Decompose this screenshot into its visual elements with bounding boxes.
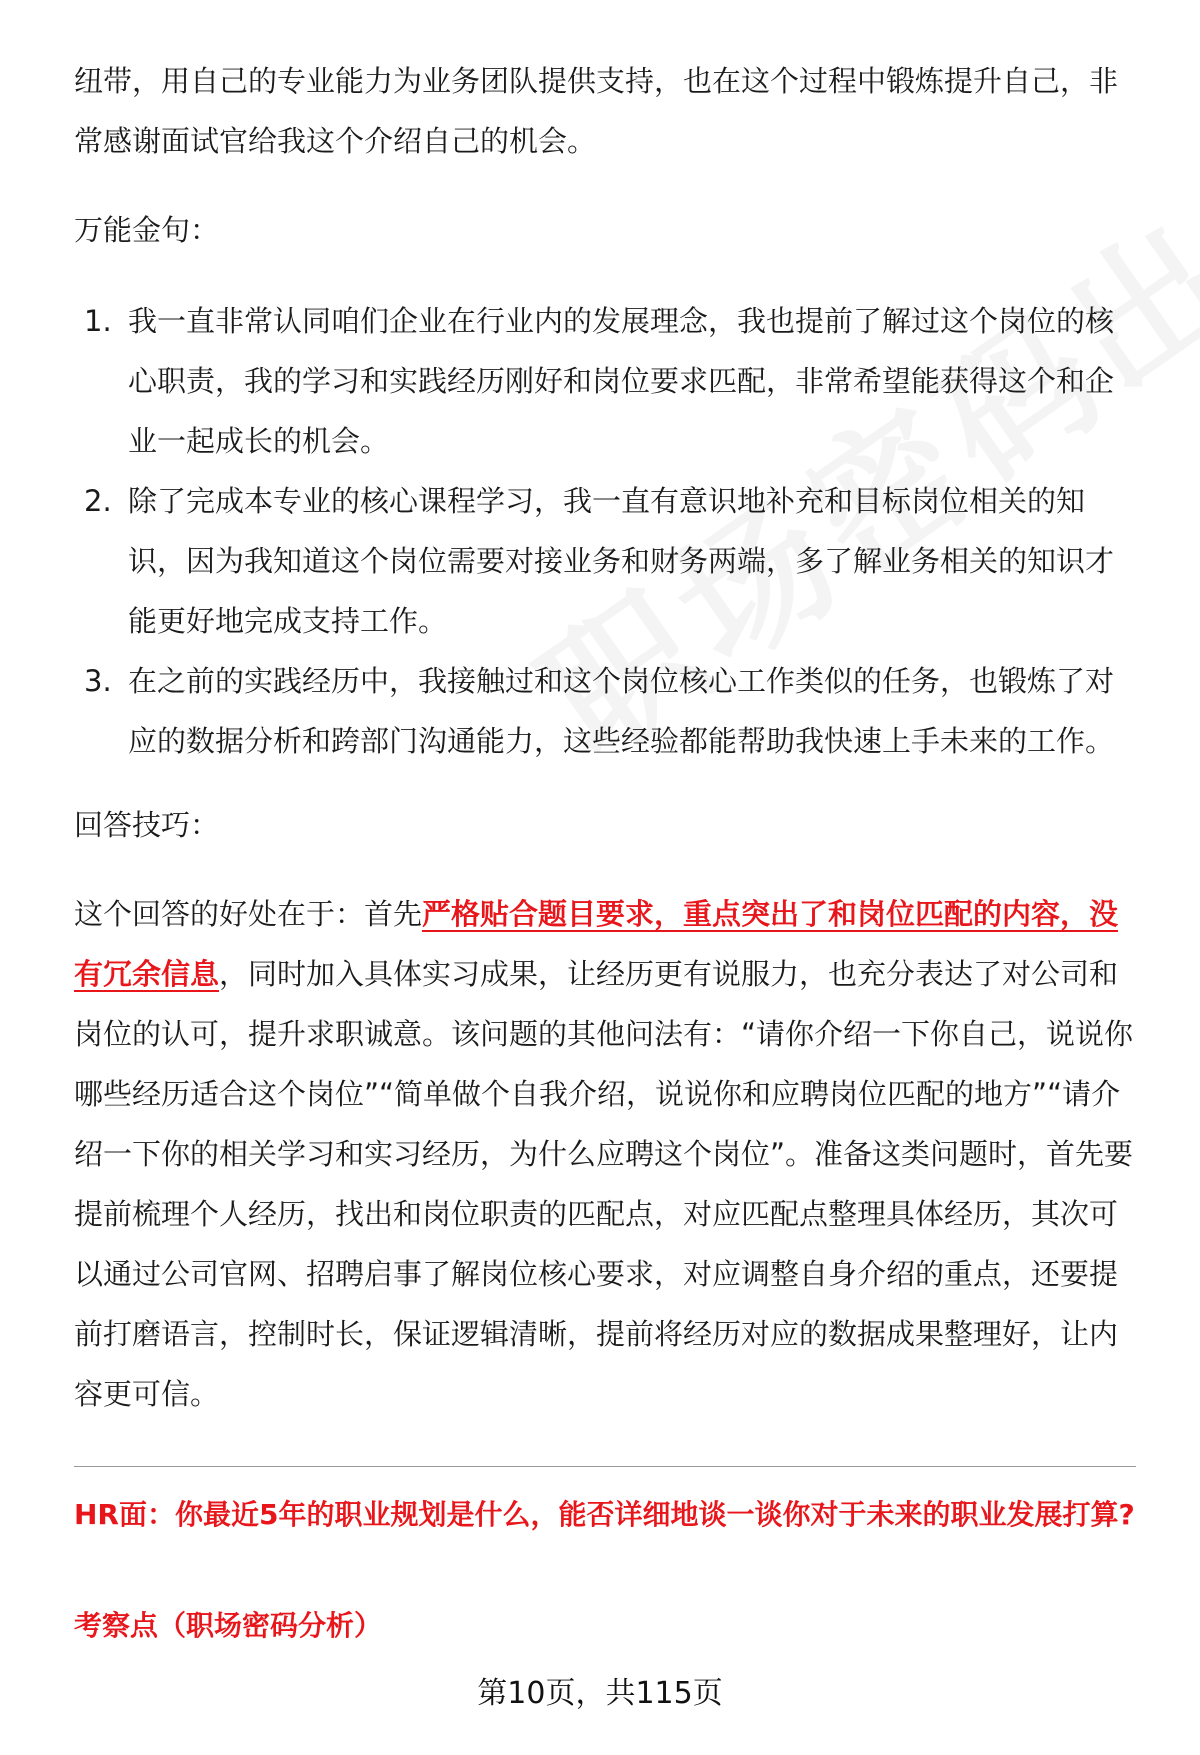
list-item: [74, 471, 1134, 651]
golden-sentences-list: [74, 291, 1134, 771]
document-page: [74, 0, 1136, 1755]
hr-question-heading: HR面：你最近5年的职业规划是什么，能否详细地谈一谈你对于未来的职业发展打算?: [74, 1498, 1135, 1531]
section-divider: [74, 1466, 1136, 1467]
answer-highlight: 严格贴合题目要求，重点突出了和岗位匹配的内容，没有冗余信息: [74, 897, 1119, 991]
section-title: 考察点（职场密码分析）: [74, 1609, 383, 1642]
page-number-footer: 第10页，共115页: [477, 1676, 723, 1711]
list-item: [74, 291, 1134, 471]
answer-prefix: 这个回答的好处在于：首先: [74, 897, 423, 931]
answer-suffix: ，同时加入具体实习成果，让经历更有说服力，也充分表达了对公司和岗位的认可，提升求职诚意。该问题的其他问法有：“请你介绍一下你自己，说说你哪些经历适合这个岗位”“简单做个自我介绍，说说你和应聘岗位匹配的地方”“请介绍一下你的相关学习和实习经历，为什么应聘这个岗位”。准备这类问题时，首先要提前梳理个人经历，找出和岗位职责的匹配点，对应匹配点整理具体经历，其次可以通过公司官网、招聘启事了解岗位核心要求，对应调整自身介绍的重点，还要提前打磨语言，控制时长，保证逻辑清晰，提前将经历对应的数据成果整理好，让内容更可信。: [74, 957, 1134, 1411]
list-item-number: 2.: [84, 484, 112, 518]
answer-tips-paragraph: [74, 884, 1134, 1424]
list-item-text: 我一直非常认同咱们企业在行业内的发展理念，我也提前了解过这个岗位的核心职责，我的学习和实践经历刚好和岗位要求匹配，非常希望能获得这个和企业一起成长的机会。: [128, 304, 1115, 458]
list-item-text: 除了完成本专业的核心课程学习，我一直有意识地补充和目标岗位相关的知识，因为我知道这个岗位需要对接业务和财务两端，多了解业务相关的知识才能更好地完成支持工作。: [128, 484, 1115, 638]
list-item-text: 在之前的实践经历中，我接触过和这个岗位核心工作类似的任务，也锻炼了对应的数据分析和跨部门沟通能力，这些经验都能帮助我快速上手未来的工作。: [128, 664, 1115, 758]
intro-paragraph: 纽带，用自己的专业能力为业务团队提供支持，也在这个过程中锻炼提升自己，非常感谢面试官给我这个介绍自己的机会。: [74, 64, 1119, 158]
golden-sentences-label: 万能金句：: [74, 213, 220, 247]
answer-tips-label: 回答技巧：: [74, 808, 220, 842]
list-item: [74, 651, 1134, 771]
list-item-number: 1.: [84, 304, 112, 338]
list-item-number: 3.: [84, 664, 112, 698]
